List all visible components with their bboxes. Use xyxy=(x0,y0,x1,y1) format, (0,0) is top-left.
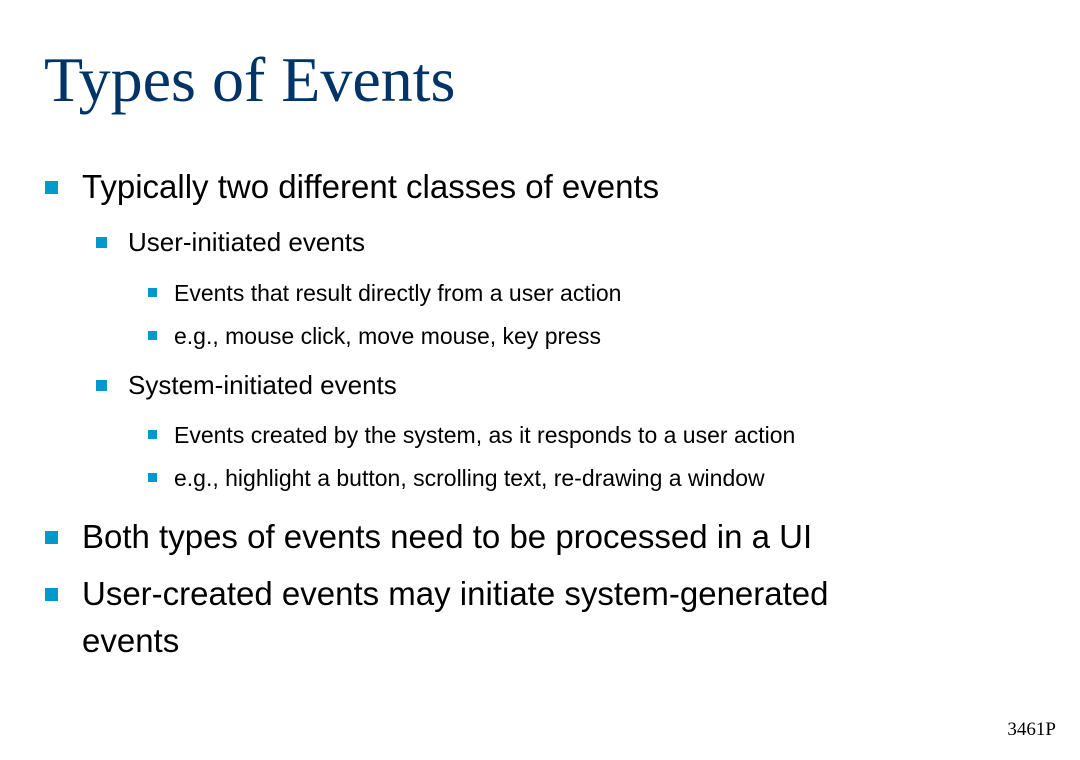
bullet-item-both-types xyxy=(82,518,812,556)
square-bullet-icon xyxy=(148,331,157,340)
slide-title: Types of Events xyxy=(44,44,456,115)
bullet-text: e.g., highlight a button, scrolling text, re-drawing a window xyxy=(174,465,765,491)
square-bullet-icon xyxy=(148,473,157,482)
square-bullet-icon xyxy=(45,531,58,544)
bullet-item-user-definition xyxy=(174,279,621,307)
square-bullet-icon xyxy=(96,237,107,248)
bullet-text: events xyxy=(82,622,180,659)
slide-footer-code: 3461P xyxy=(1007,719,1056,740)
bullet-text: System-initiated events xyxy=(128,370,397,400)
bullet-text: Events created by the system, as it responds to a user action xyxy=(174,422,796,448)
square-bullet-icon xyxy=(96,380,107,391)
bullet-item-user-created-continuation xyxy=(82,622,179,660)
square-bullet-icon xyxy=(148,430,157,439)
bullet-item-system-initiated xyxy=(128,370,397,400)
bullet-item-user-created xyxy=(82,575,829,613)
bullet-text: User-created events may initiate system-generated xyxy=(82,575,829,612)
square-bullet-icon xyxy=(148,288,157,297)
bullet-text: User-initiated events xyxy=(128,227,365,257)
bullet-item-classes xyxy=(82,168,659,206)
bullet-item-system-definition xyxy=(174,421,795,449)
square-bullet-icon xyxy=(45,181,58,194)
square-bullet-icon xyxy=(45,588,58,601)
bullet-text: Events that result directly from a user action xyxy=(174,280,622,306)
bullet-text: Both types of events need to be processed in a UI xyxy=(82,518,813,555)
bullet-item-user-examples xyxy=(174,322,601,350)
bullet-item-user-initiated xyxy=(128,227,365,257)
bullet-item-system-examples xyxy=(174,464,765,492)
bullet-text: Typically two different classes of events xyxy=(82,168,660,205)
bullet-text: e.g., mouse click, move mouse, key press xyxy=(174,323,601,349)
